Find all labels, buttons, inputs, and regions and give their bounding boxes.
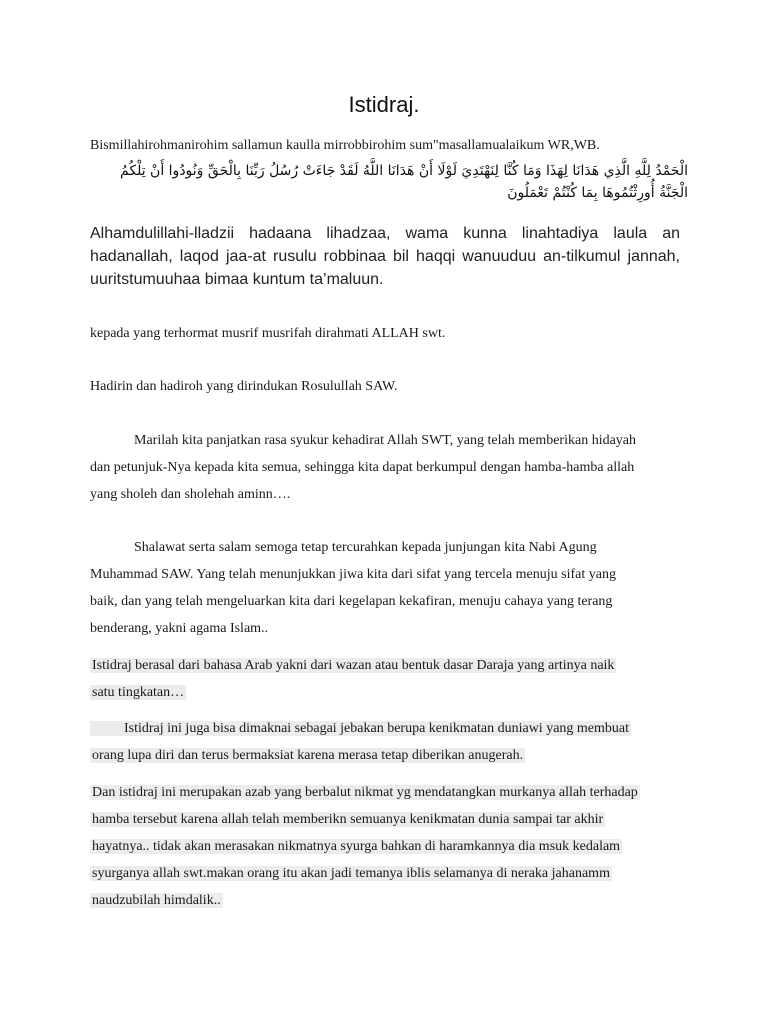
document-title: Istidraj.: [348, 92, 420, 117]
paragraph-line: naudzubilah himdalik..: [92, 893, 221, 908]
paragraph-line: orang lupa diri dan terus bermaksiat karena merasa tetap diberikan anugerah.: [92, 748, 524, 763]
paragraph-line: syurganya allah swt.makan orang itu akan jadi temanya iblis selamanya di neraka jahanamm: [92, 866, 610, 881]
paragraph-line: baik, dan yang telah mengeluarkan kita dari kegelapan kekafiran, menuju cahaya yang terang: [90, 594, 613, 609]
paragraph-line: Istidraj ini juga bisa dimaknai sebagai jebakan berupa kenikmatan duniawi yang membuat: [124, 721, 630, 736]
bismillah-line: Bismillahirohmanirohim sallamun kaulla mirrobbirohim sum"masallamualaikum WR,WB.: [90, 138, 600, 153]
greeting-line-1: kepada yang terhormat musrif musrifah dirahmati ALLAH swt.: [90, 326, 446, 341]
greeting-line-2: Hadirin dan hadiroh yang dirindukan Rosulullah SAW.: [90, 379, 398, 394]
arabic-verse: الْحَمْدُ لِلَّهِ الَّذِي هَدَانَا لِهَذَا وَمَا كُنَّا لِنَهْتَدِيَ لَوْلَا أَنْ هَدَانَا اللَّهُ لَقَدْ جَاءَتْ رُسُلُ رَبِّنَا بِالْحَقِّ وَنُودُوا أَنْ تِلْكُمُ الْجَنَّةُ أُورِثْتُمُوهَا بِمَا كُنْتُمْ تَعْمَلُونَ: [120, 163, 688, 201]
paragraph-line: Istidraj berasal dari bahasa Arab yakni dari wazan atau bentuk dasar Daraja yang artinya naik: [92, 658, 615, 673]
paragraph-line: yang sholeh dan sholehah aminn….: [90, 487, 291, 502]
paragraph-line: Marilah kita panjatkan rasa syukur kehadirat Allah SWT, yang telah memberikan hidayah: [134, 433, 637, 448]
paragraph-line: Shalawat serta salam semoga tetap tercurahkan kepada junjungan kita Nabi Agung: [134, 540, 597, 555]
paragraph-line: Dan istidraj ini merupakan azab yang berbalut nikmat yg mendatangkan murkanya allah terhadap: [92, 785, 638, 800]
paragraph-line: dan petunjuk-Nya kepada kita semua, sehingga kita dapat berkumpul dengan hamba-hamba allah: [90, 460, 635, 475]
paragraph-line: hamba tersebut karena allah telah memberikn semuanya kenikmatan dunia sampai tar akhir: [92, 812, 604, 827]
paragraph-line: satu tingkatan…: [92, 685, 185, 700]
paragraph-line: benderang, yakni agama Islam..: [90, 621, 269, 636]
paragraph-line: Muhammad SAW. Yang telah menunjukkan jiwa kita dari sifat yang tercela menuju sifat yang: [90, 567, 616, 582]
transliteration-paragraph: Alhamdulillahi-lladzii hadaana lihadzaa, wama kunna linahtadiya laula an hadanallah, laqod jaa-at rusulu robbinaa bil haqqi wanuuduu an-tilkumul jannah, uuritstumuuhaa bimaa kuntum ta’maluun.: [90, 225, 680, 288]
paragraph-line: hayatnya.. tidak akan merasakan nikmatnya syurga bahkan di haramkannya dia msuk kedalam: [92, 839, 621, 854]
